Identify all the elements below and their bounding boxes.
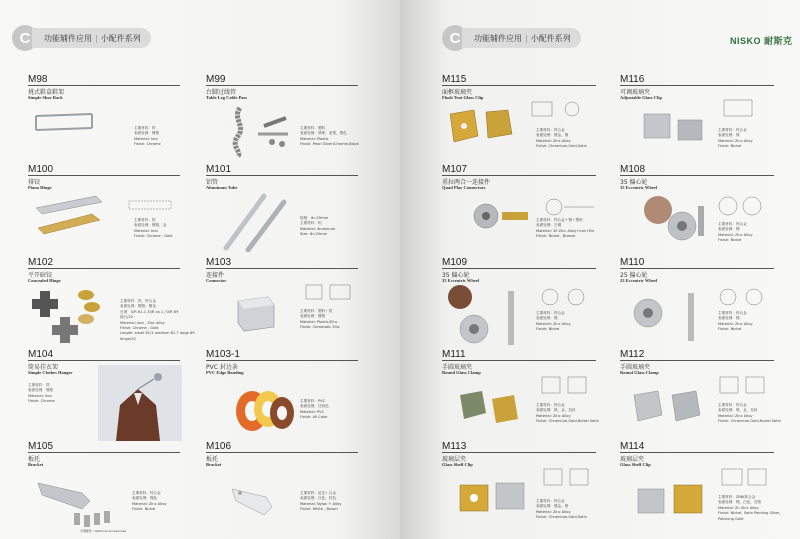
divider: [206, 268, 358, 269]
product-code: M116: [620, 74, 645, 85]
concealed-hinge-photo: [32, 283, 106, 345]
page-header: [12, 24, 151, 52]
product-cell-m107: [442, 166, 596, 256]
product-name-cn: 简易挂衣架: [28, 364, 59, 371]
product-specs: 规格：Φ=25mm 主要材料：铝 Material: Aluminum Size: Φ=25mm: [300, 216, 336, 237]
divider: [28, 175, 180, 176]
divider: [442, 85, 596, 86]
section-subtitle: 小配件系列: [100, 33, 141, 43]
product-specs: 主要材料：铁，锌合金 表面处理：镀铬，镀金 长度：0/R 61-1 /0/R ca 1 / 0/R 89 插尺/20 Material: Iron , Zinc alloy Finish: Chrome , Gold Length: small 61/1 medium 81.7 large 89 hinge/20: [120, 299, 195, 341]
product-specs: 主要材料：铁 表面处理：镀铬，金 Material: Iron Finish: Chrome , Gold: [134, 218, 173, 239]
clamp-drawing: [538, 373, 592, 399]
product-name-en: Aluminum Tube: [206, 185, 238, 190]
divider: [206, 452, 358, 453]
product-cell-m99: [206, 76, 358, 166]
product-cell-m115: [442, 76, 596, 166]
brand-logo: NISKO 耐斯克: [730, 36, 793, 46]
product-name-en: Bracket: [206, 462, 222, 467]
product-name-cn: 重拉两合一连接件: [442, 179, 491, 186]
product-code: M115: [442, 74, 467, 85]
product-specs: 主要材料：锌合金 表面处理：镍 Material: Zinc Alloy Finish: Nickel: [536, 311, 571, 332]
product-name-en: Glass Shelf Clip: [442, 462, 473, 467]
product-name-cn: 面框玻璃夹: [442, 89, 473, 96]
product-code: M101: [206, 164, 232, 175]
product-code: M103: [206, 257, 232, 268]
product-specs: 主要材料：锌合金 表面处理：镍 Material: Zinc Alloy Finish: Nickel: [718, 128, 753, 149]
product-specs: 主要材料：塑料＋铁 表面处理：镀铬 Material: Plastic/Zinc Finish: Chromatic Zinc: [300, 309, 340, 330]
product-cell-m109: [442, 259, 596, 349]
product-name-cn: 板托: [28, 456, 41, 463]
glass-clamp-photo: [452, 385, 528, 433]
product-cell-m113: [442, 443, 596, 533]
divider: [206, 85, 358, 86]
eccentric-wheel-photo: [628, 289, 708, 345]
product-specs: 主要材料：铁 表面处理：镀铬 Material: Iron Finish: Chrome: [28, 383, 55, 404]
product-cell-m114: [620, 441, 781, 533]
connector-photo: [232, 293, 278, 335]
right-page: [400, 0, 800, 539]
hinge-drawing: [128, 198, 172, 212]
divider: [620, 175, 774, 176]
divider: [442, 452, 596, 453]
divider: [620, 452, 774, 453]
product-name-en: Round Glass Clamp: [620, 370, 659, 375]
product-name-cn: 35 偏心轮: [620, 179, 648, 186]
product-cell-m101: [206, 166, 358, 256]
product-name-en: Quad Play Connectors: [442, 185, 486, 190]
product-cell-m103: [206, 259, 358, 349]
product-specs: 主要材料：PVC 表面处理：任何色 Material: PVC Finish: All Color: [300, 399, 329, 420]
product-specs: 主要材料：锌合金 表面处理：镍 Material: Zinc Alloy Finish: Nickel: [718, 222, 753, 243]
divider: [28, 452, 180, 453]
shelf-clip-photo: [630, 473, 710, 529]
piano-hinge-photo: [34, 194, 104, 238]
product-name-cn: 手圆玻璃夹: [620, 364, 651, 371]
product-name-en: Simple Shoe Rack: [28, 95, 63, 100]
product-name-en: Adjustable Glass Clip: [620, 95, 663, 100]
product-name-cn: 铝管: [206, 179, 219, 186]
product-cell-m110: [620, 259, 774, 349]
product-name-cn: 平开暗铰: [28, 272, 53, 279]
product-name-cn: 板托: [206, 456, 219, 463]
divider: [620, 360, 774, 361]
product-cell-m100: [28, 166, 180, 256]
clip-drawing: [540, 465, 592, 491]
product-code: M100: [28, 164, 54, 175]
product-code: M103-1: [206, 349, 240, 360]
product-cell-m112: [620, 349, 781, 441]
product-code: M110: [620, 257, 645, 268]
header-separator: |: [95, 33, 98, 43]
divider: [620, 85, 774, 86]
product-name-cn: 手圆玻璃夹: [442, 364, 473, 371]
connector-drawing: [304, 283, 354, 303]
product-name-en: PVC Edge Banding: [206, 370, 244, 375]
product-specs: 主要材料：ZINK锌合金 表面处理：镍，白色，亮铬 Material: Zn Zinc Alloy Finish: Nickel, Satin Painting Silver, Polishing Gold: [718, 495, 781, 521]
divider: [442, 175, 596, 176]
connector-photo: [472, 198, 532, 238]
product-name-cn: PVC 封边条: [206, 364, 238, 371]
product-code: M102: [28, 257, 54, 268]
product-code: M111: [442, 349, 466, 360]
product-cell-m111: [442, 349, 599, 441]
product-name-en: 35 Eccentric Wheel: [442, 278, 480, 283]
divider: [28, 268, 180, 269]
shelf-clip-photo: [452, 473, 532, 529]
page-header: [442, 24, 581, 52]
divider: [442, 268, 596, 269]
product-name-cn: 玻璃层夹: [620, 456, 645, 463]
eccentric-wheel-photo: [638, 194, 708, 242]
product-specs: 主要材料：锌合金 表面处理：镀金，铬 Material: Zinc Alloy Finish: Chromium,Gold,Satin: [536, 499, 587, 520]
glass-clip-photo: [638, 106, 708, 150]
section-subtitle: 小配件系列: [530, 33, 571, 43]
cable-pass-photo: [212, 104, 292, 158]
product-cell-m105: [28, 443, 180, 533]
product-name-en: 25 Eccentric Wheel: [620, 278, 658, 283]
accessory-note: 可调配件 / Optional Accessories: [80, 529, 127, 533]
divider: [28, 85, 180, 86]
wheel-drawing: [716, 287, 768, 307]
section-title: 功能辅件应用: [474, 33, 522, 43]
edge-banding-photo: [226, 381, 296, 437]
connector-drawing: [542, 196, 596, 218]
product-specs: 主要材料：锌合金 表面处理：铬，金，拉丝 Material: Zinc Alloy Finish: Chromium,Gold,Nickel Satin: [536, 403, 599, 424]
clip-drawing: [528, 98, 592, 122]
product-name-cn: 可调玻璃夹: [620, 89, 651, 96]
product-code: M108: [620, 164, 646, 175]
product-cell-m98: [28, 76, 180, 166]
clothes-hanger-photo: [98, 365, 182, 441]
product-name-en: Bracket: [28, 462, 44, 467]
product-name-cn: 25 偏心轮: [620, 272, 648, 279]
product-cell-m103-1: [206, 351, 358, 441]
product-name-en: Concealed Hinge: [28, 278, 61, 283]
product-name-en: Table Leg Cable Pass: [206, 95, 247, 100]
eccentric-wheel-photo: [446, 285, 530, 347]
product-code: M112: [620, 349, 645, 360]
product-name-cn: 玻璃层夹: [442, 456, 467, 463]
divider: [442, 360, 596, 361]
product-specs: 主要材料：锌合金 表面处理：镀金，镍 Material: Zinc Alloy Finish: Chromium,Gold,Satin: [536, 128, 587, 149]
divider: [28, 360, 180, 361]
product-name-cn: 35 偏心轮: [442, 272, 470, 279]
product-specs: 主要材料：锌合金 表面处理：铬，金，拉丝 Material: Zinc Alloy Finish: Chromium,Gold,Nickel Satin: [718, 403, 781, 424]
divider: [206, 175, 358, 176]
product-name-en: Piano Hinge: [28, 185, 52, 190]
bracket-photo: [34, 473, 114, 529]
product-code: M106: [206, 441, 232, 452]
product-specs: 主要材料：塑料 表面处理：珍珠，亚银，黑色 Material: Plastic Finish: Pearl Silver/Chrome,Black: [300, 126, 359, 147]
product-specs: 主要材料：铁 表面处理：镀铬 Material: Iron Finish: Chrome: [134, 126, 161, 147]
clip-drawing: [718, 465, 770, 491]
product-cell-m106: [206, 443, 358, 533]
product-specs: 主要材料：锌合金＋钢＋塑料 表面处理：古铜 Material: 30 Zinc Alloy+Iron+Bri Finish: Nickel , Bronze: [536, 218, 595, 239]
glass-clip-photo: [446, 106, 518, 146]
product-name-cn: 挑式鞋盒鞋架: [28, 89, 65, 96]
product-name-en: Glass Shelf Clip: [620, 462, 651, 467]
section-title: 功能辅件应用: [44, 33, 92, 43]
product-cell-m102: [28, 257, 195, 349]
header-bar: [462, 28, 581, 48]
product-code: M107: [442, 164, 468, 175]
product-code: M105: [28, 441, 54, 452]
product-name-cn: 连接件: [206, 272, 225, 279]
product-code: M109: [442, 257, 468, 268]
product-name-cn: 台脚过线管: [206, 89, 237, 96]
product-name-en: 35 Eccentric Wheel: [620, 185, 658, 190]
header-bar: [32, 28, 151, 48]
aluminum-tube-photo: [222, 190, 288, 252]
wheel-drawing: [716, 194, 766, 218]
product-code: M98: [28, 74, 48, 85]
product-cell-m116: [620, 76, 774, 166]
product-specs: 主要材料：锌合金 表面处理：镍 Material: Zinc Alloy Finish: Nickel: [718, 311, 753, 332]
section-badge: C: [442, 25, 468, 51]
glass-clamp-photo: [628, 383, 708, 433]
product-name-en: Flush Tent Glass Clip: [442, 95, 484, 100]
divider: [620, 268, 774, 269]
product-code: M99: [206, 74, 226, 85]
section-badge: C: [12, 25, 38, 51]
clip-drawing: [716, 96, 766, 122]
product-code: M114: [620, 441, 645, 452]
product-name-cn: 排铰: [28, 179, 41, 186]
product-specs: 主要材料：锌合金 表面处理：镍色 Material: Zinc Alloy Finish: Nickel: [132, 491, 167, 512]
product-cell-m104: [28, 351, 180, 441]
shoe-rack-photo: [34, 110, 96, 136]
product-name-en: Connector: [206, 278, 227, 283]
bracket-photo: [226, 475, 286, 529]
product-code: M113: [442, 441, 467, 452]
header-separator: |: [525, 33, 528, 43]
product-name-en: Simple Clothes Hanger: [28, 370, 73, 375]
wheel-drawing: [538, 287, 590, 307]
divider: [206, 360, 358, 361]
product-cell-m108: [620, 166, 774, 256]
product-code: M104: [28, 349, 54, 360]
product-name-en: Round Glass Clamp: [442, 370, 481, 375]
product-specs: 主要材料：尼龙＋合金 表面处理：白色，棕色 Material: Nylon + Alloy Finish: White , Brown: [300, 491, 342, 512]
clamp-drawing: [716, 373, 770, 399]
